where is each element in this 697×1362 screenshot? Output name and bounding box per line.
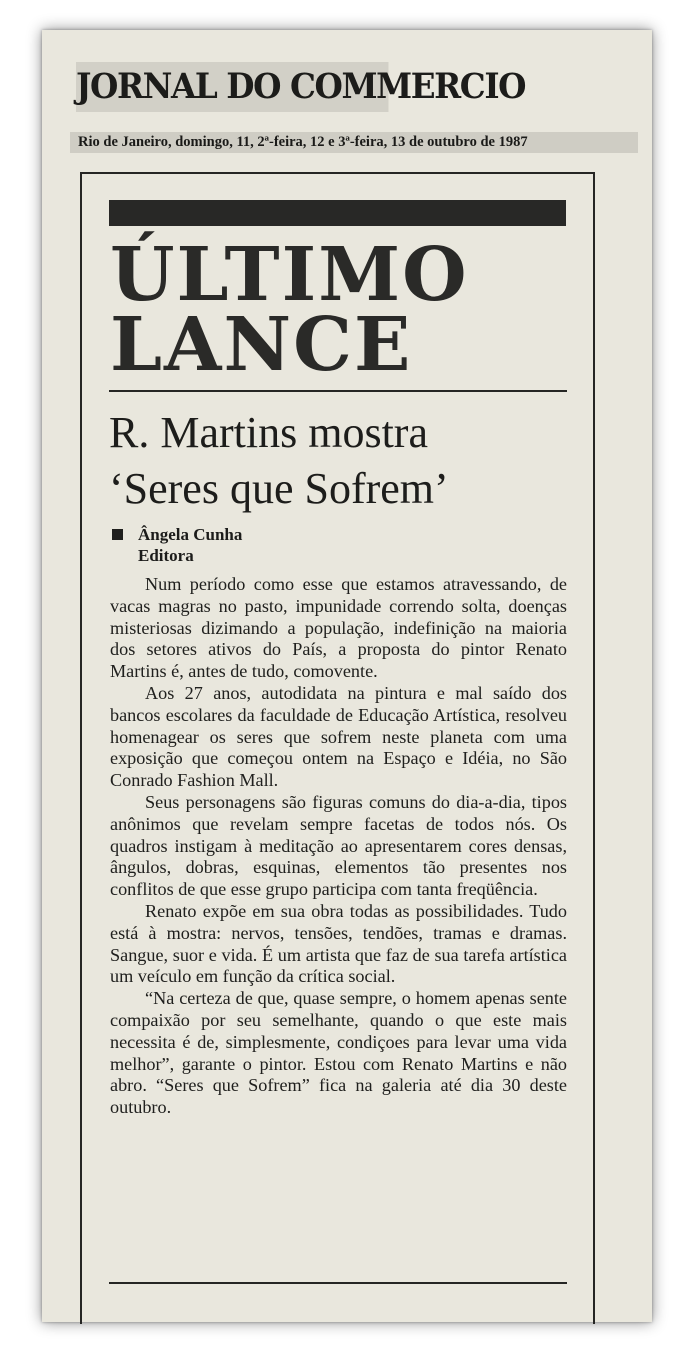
section-header-bar bbox=[109, 200, 566, 226]
article-paragraph: Aos 27 anos, autodidata na pintura e mal saído dos bancos escolares da faculdade de Educação Artística, resolveu homenagear os seres que sofrem neste planeta com uma exposição que começou ontem na Espaço e Idéia, no São Conrado Fashion Mall. bbox=[110, 682, 567, 791]
byline-bullet-icon bbox=[112, 529, 123, 540]
dateline: Rio de Janeiro, domingo, 11, 2ª-feira, 12 e 3ª-feira, 13 de outubro de 1987 bbox=[70, 132, 638, 153]
article-paragraph: “Na certeza de que, quase sempre, o homem apenas sente compaixão por seu semelhante, quando o que este mais necessita é de, simplesmente, condiçoes para levar uma vida melhor”, garante o pintor. Estou com Renato Martins e não abro. “Seres que Sofrem” fica na galeria até dia 30 deste outubro. bbox=[110, 988, 567, 1118]
byline-author: Ângela Cunha bbox=[138, 525, 243, 544]
section-title: ÚLTIMO LANCE bbox=[110, 232, 469, 388]
article-paragraph: Seus personagens são figuras comuns do dia-a-dia, tipos anônimos que revelam sempre facetas de todos nós. Os quadros instigam à meditação ao apresentarem cores densas, ângulos, dobras, esquinas, elementos tão presentes nos conflitos de que esse grupo participa com tanta freqüência. bbox=[110, 791, 567, 900]
article-paragraph: Renato expõe em sua obra todas as possibilidades. Tudo está à mostra: nervos, tensões, tendões, tramas e dramas. Sangue, suor e vida. É um artista que faz de sua tarefa artística um veículo em função da crítica social. bbox=[110, 900, 567, 987]
article-headline: R. Martins mostra ‘Seres que Sofrem’ bbox=[109, 408, 449, 513]
article-body bbox=[110, 574, 567, 1119]
newspaper-clipping bbox=[42, 30, 652, 1322]
title-divider bbox=[109, 390, 567, 392]
article-paragraph: Num período como esse que estamos atravessando, de vacas magras no pasto, impunidade correndo solta, doenças misteriosas dizimando a população, indefinição na maioria dos setores ativos do País, a proposta do pintor Renato Martins é, antes de tudo, comovente. bbox=[110, 574, 567, 682]
byline-role: Editora bbox=[138, 546, 194, 565]
newspaper-masthead: JORNAL DO COMMERCIO bbox=[76, 62, 388, 112]
article-bottom-rule bbox=[109, 1282, 567, 1284]
